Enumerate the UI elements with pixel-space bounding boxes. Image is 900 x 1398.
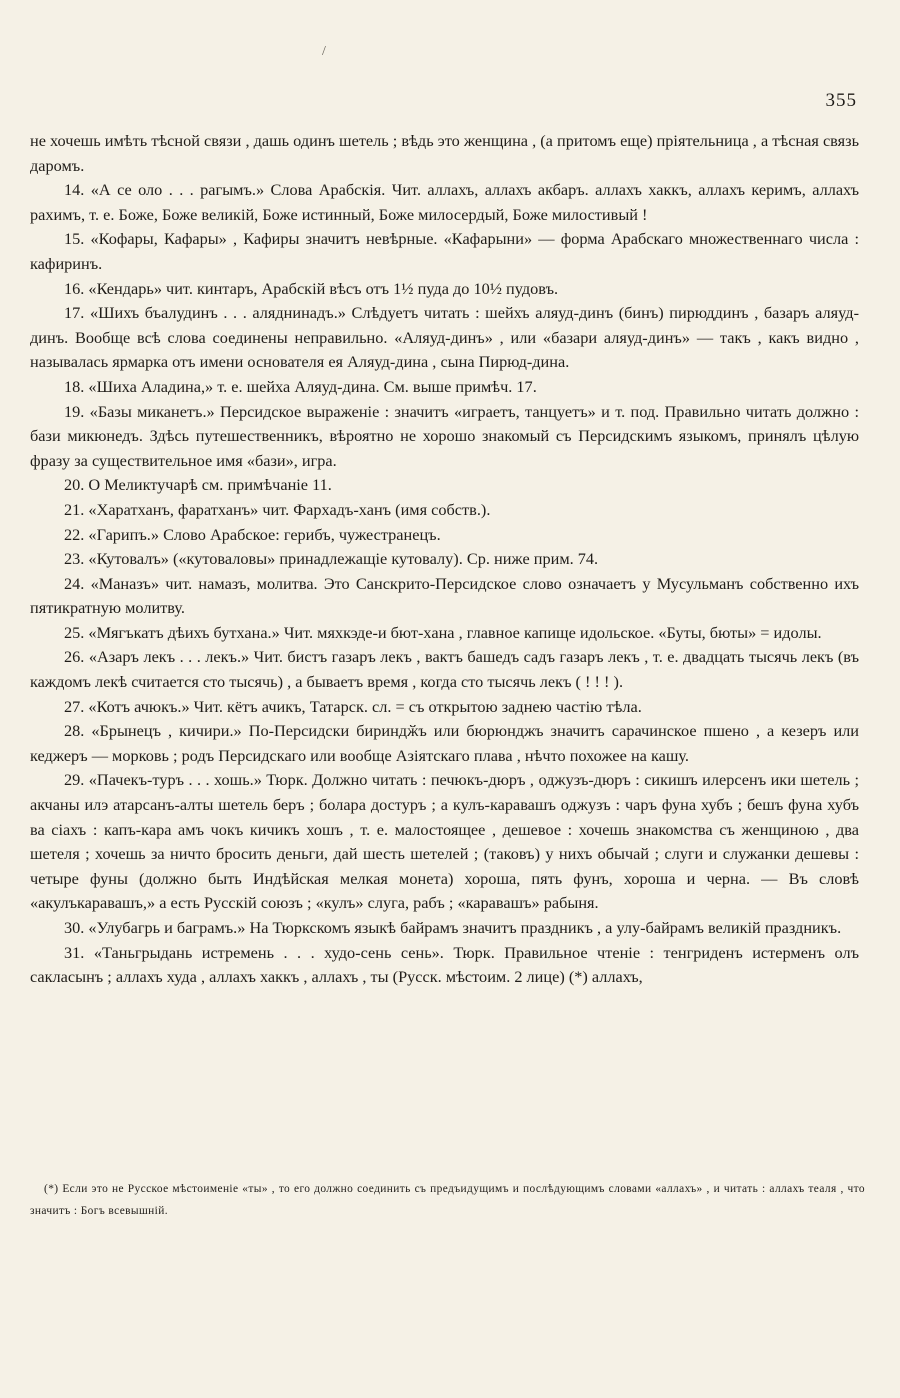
note-21: 21. «Харатханъ, фаратханъ» чит. Фархадъ-ханъ (имя собств.).: [64, 499, 491, 519]
note-30: 30. «Улубагрь и баграмъ.» На Тюркскомъ языкѣ байрамъ значитъ праздникъ , а улу-байрамъ великій праздникъ.: [64, 918, 842, 937]
note-17: 17. «Шихъ бъалудинъ . . . аляднинадъ.» Слѣдуетъ читать : шейхъ аляуд-динъ (бинъ) пирюддинъ , базаръ аляуд-динъ. Вообще всѣ слова соединены неправильно. «Аляуд-динъ» , или «базари аляуд-динъ» — такъ , какъ видно , называлась ярмарка отъ имени основателя ея Аляуд-дина , сына Пирюд-дина.: [30, 303, 859, 372]
paragraph: не хочешь имѣть тѣсной связи , дашь одинъ шетель ; вѣдь это женщина , (а притомъ еще) пріятельница , а тѣсная связь даромъ.: [30, 131, 859, 175]
note-29: 29. «Пачекъ-туръ . . . хошь.» Тюрк. Должно читать : печюкъ-дюръ , оджузъ-дюръ : сикишъ илерсенъ ики шетель ; акчаны илэ атарсанъ-алты шетель беръ ; болара достуръ ; а кулъ-каравашъ оджузъ : чаръ фуна хубъ ; бешъ фуна хубъ ва сіахъ : капъ-кара амъ чокъ кичикъ хошъ , т. е. малостоящее , дешевое : хочешь знакомства съ женщиною , два шетеля ; хочешь за ничто бросить деньги, дай шесть шетелей ; (таковъ) у нихъ обычай ; слуги и служанки дешевы : четыре фуны (должно быть Индѣйская мелкая монета) хороша, пять фунъ, хороша и черна. — Въ словѣ «акулъкаравашъ,» а есть Русскій союзъ ; «кулъ» слуга, рабъ ; «каравашъ» рабыня.: [30, 770, 859, 913]
note-20: 20. О Меликтучарѣ см. примѣчаніе 11.: [64, 475, 332, 495]
note-15: 15. «Кофары, Кафары» , Кафиры значитъ невѣрные. «Кафарыни» — форма Арабскаго множественнаго числа : кафиринъ.: [30, 229, 859, 273]
note-18: 18. «Шиха Аладина,» т. е. шейха Аляуд-дина. См. выше примѣч. 17.: [64, 376, 537, 396]
stray-mark: /: [322, 44, 326, 59]
notes-body: [30, 129, 859, 990]
footnote-text: (*) Если это не Русское мѣстоименіе «ты» , то его должно соединить съ предъидущимъ и послѣдующимъ словами «аллахъ» , и читать : аллахъ теаля , что значитъ : Богъ всевышній.: [30, 1183, 865, 1217]
note-25: 25. «Мягъкатъ дѣихъ бутхана.» Чит. мяхкэде-и бют-хана , главное капище идольское. «Буты, бюты» = идолы.: [64, 622, 822, 642]
note-31: 31. «Таньгрыдань истремень . . . худо-сень сень». Тюрк. Правильное чтеніе : тенгриденъ истерменъ олъ сакласынъ ; аллахъ худа , аллахъ хаккъ , аллахъ , ты (Русск. мѣстоим. 2 лице) (*) аллахъ,: [30, 942, 859, 987]
note-26: 26. «Азаръ лекъ . . . лекъ.» Чит. бистъ газаръ лекъ , вактъ башедъ садъ газаръ лекъ , т. е. двадцать тысячь лекъ (въ каждомъ лекѣ считается сто тысячь) , а бываетъ время , когда сто тысячь лекъ ( ! ! ! ).: [30, 647, 859, 692]
footnote: [30, 1178, 865, 1222]
page-number: 355: [825, 90, 857, 111]
note-24: 24. «Маназъ» чит. намазъ, молитва. Это Санскрито-Персидское слово означаетъ у Мусульманъ собственно ихъ пятикратную молитву.: [30, 573, 859, 618]
note-28: 28. «Брынецъ , кичири.» По-Персидски бириндӂъ или бюрюнджъ значитъ сарачинское пшено , а кезеръ или кеджеръ — морковь ; родъ Персидскаго или вообще Азіятскаго плава , нѣчто похожее на кашу.: [30, 721, 859, 765]
note-27: 27. «Котъ ачюкъ.» Чит. кётъ ачикъ, Татарск. сл. = съ открытою заднею частію тѣла.: [64, 696, 642, 716]
note-19: 19. «Базы миканетъ.» Персидское выраженіе : значитъ «играетъ, танцуетъ» и т. под. Правильно читать должно : бази микюнедъ. Здѣсь путешественникъ, вѣроятно не хорошо знакомый съ Персидскимъ языкомъ, принялъ цѣлую фразу за существительное имя «бази», игра.: [30, 401, 859, 470]
note-16: 16. «Кендарь» чит. кинтаръ, Арабскій вѣсъ отъ 1½ пуда до 10½ пудовъ.: [64, 278, 559, 298]
note-22: 22. «Гарипъ.» Слово Арабское: герибъ, чужестранецъ.: [64, 524, 441, 544]
note-14: 14. «А се оло . . . рагымъ.» Слова Арабскія. Чит. аллахъ, аллахъ акбаръ. аллахъ хаккъ, аллахъ керимъ, аллахъ рахимъ, т. е. Боже, Боже великій, Боже истинный, Боже милосердый, Боже милостивый !: [30, 180, 859, 224]
note-23: 23. «Кутовалъ» («кутоваловы» принадлежащіе кутовалу). Ср. ниже прим. 74.: [64, 549, 599, 569]
